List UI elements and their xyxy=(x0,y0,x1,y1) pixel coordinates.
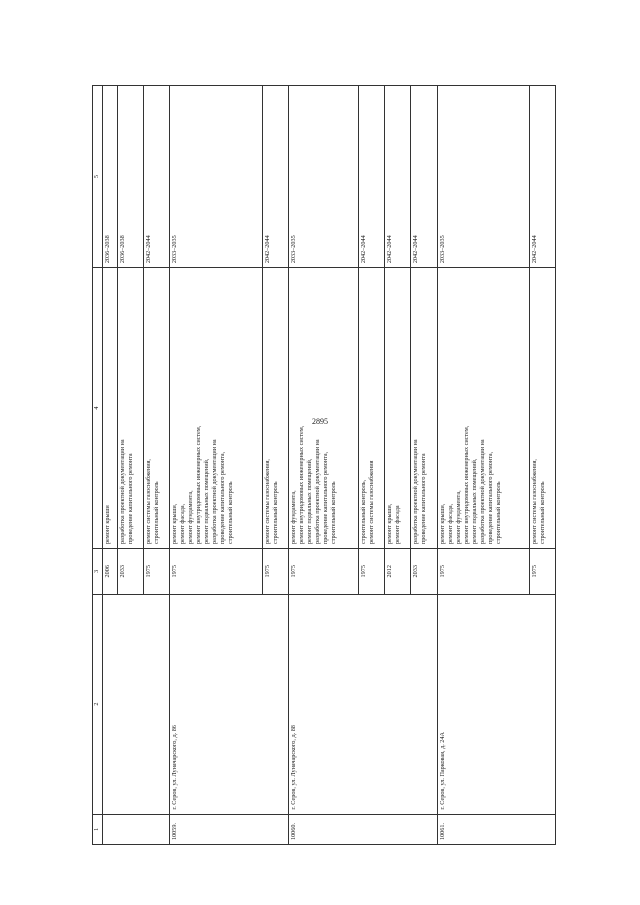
work-item: ремонт системы газоснабжения, xyxy=(145,459,153,544)
work-item: ремонт фасада, xyxy=(179,503,187,544)
works-cell xyxy=(170,268,262,549)
address-cell: г. Серов, ул. Парковая, д. 24А xyxy=(437,594,555,814)
period-cell: 2042–2044 xyxy=(262,86,288,268)
year-cell: 1975 xyxy=(359,549,385,595)
work-item: ремонт системы газоснабжения, xyxy=(263,459,271,544)
works-cell xyxy=(262,268,288,549)
header-cell: 1 xyxy=(93,814,103,844)
work-item: ремонт подвальных помещений, xyxy=(203,458,211,544)
year-cell: 2006 xyxy=(103,549,118,595)
row-number: 10061. xyxy=(437,814,555,844)
work-item: ремонт фасада, xyxy=(446,503,454,544)
work-item: разработка проектной документации на xyxy=(211,439,219,544)
work-item: ремонт подвальных помещений, xyxy=(470,458,478,544)
table-row xyxy=(170,86,262,845)
period-cell: 2042–2044 xyxy=(529,86,555,268)
year-cell: 1975 xyxy=(144,549,170,595)
period-cell: 2042–2044 xyxy=(359,86,385,268)
works-cell xyxy=(288,268,358,549)
period-cell: 2033–2035 xyxy=(170,86,262,268)
table-row xyxy=(437,86,529,845)
work-item: строительный контроль, xyxy=(360,479,368,544)
work-item: ремонт внутридомовых инженерных систем, xyxy=(195,425,203,544)
address-cell: г. Серов, ул. Луначарского, д. 86 xyxy=(170,594,288,814)
address-cell: г. Серов, ул. Луначарского, д. 88 xyxy=(288,594,437,814)
work-item: разработка проектной документации на xyxy=(119,439,127,544)
work-item: ремонт подвальных помещений, xyxy=(305,458,313,544)
work-item: проведение капитального ремонта xyxy=(127,453,135,544)
work-item: проведение капитального ремонта xyxy=(420,453,428,544)
work-item: ремонт внутридомовых инженерных систем, xyxy=(462,425,470,544)
work-item: строительный контроль xyxy=(329,481,337,544)
period-cell: 2042–2044 xyxy=(144,86,170,268)
period-cell: 2036–2038 xyxy=(118,86,144,268)
address-cell xyxy=(103,594,170,814)
work-item: строительный контроль xyxy=(538,481,546,544)
repair-schedule-table xyxy=(92,85,556,845)
work-item: строительный контроль xyxy=(494,481,502,544)
table-row xyxy=(103,86,118,845)
works-cell xyxy=(103,268,118,549)
period-cell: 2042–2044 xyxy=(385,86,411,268)
works-cell xyxy=(529,268,555,549)
year-cell: 1975 xyxy=(437,549,529,595)
works-cell xyxy=(385,268,411,549)
year-cell: 1975 xyxy=(288,549,358,595)
work-item: строительный контроль xyxy=(227,481,235,544)
work-item: ремонт фасада xyxy=(394,505,402,544)
row-number: 10060. xyxy=(288,814,437,844)
works-cell xyxy=(411,268,437,549)
work-item: проведение капитального ремонта, xyxy=(219,451,227,544)
year-cell: 2012 xyxy=(385,549,411,595)
work-item: ремонт внутридомовых инженерных систем, xyxy=(297,425,305,544)
row-number xyxy=(103,814,170,844)
work-item: ремонт крыши, xyxy=(438,503,446,544)
works-cell xyxy=(144,268,170,549)
year-cell: 2033 xyxy=(118,549,144,595)
year-cell: 1975 xyxy=(529,549,555,595)
work-item: ремонт фундамента, xyxy=(187,490,195,544)
works-cell xyxy=(437,268,529,549)
works-cell xyxy=(118,268,144,549)
work-item: ремонт крыши, xyxy=(171,503,179,544)
work-item: ремонт фундамента, xyxy=(289,490,297,544)
header-cell: 4 xyxy=(93,268,103,549)
period-cell: 2033–2035 xyxy=(288,86,358,268)
header-cell: 2 xyxy=(93,594,103,814)
page-number: 2895 xyxy=(312,417,328,426)
work-item: ремонт крыши xyxy=(104,505,111,544)
year-cell: 1975 xyxy=(170,549,262,595)
year-cell: 1975 xyxy=(262,549,288,595)
table-row xyxy=(288,86,358,845)
work-item: строительный контроль xyxy=(271,481,279,544)
year-cell: 2033 xyxy=(411,549,437,595)
header-cell: 3 xyxy=(93,549,103,595)
work-item: ремонт системы газоснабжения, xyxy=(530,459,538,544)
period-cell: 2033–2035 xyxy=(437,86,529,268)
work-item: разработка проектной документации на xyxy=(412,439,420,544)
rotated-table-container xyxy=(92,85,556,845)
period-cell: 2042–2044 xyxy=(411,86,437,268)
work-item: строительный контроль xyxy=(153,481,161,544)
work-item: разработка проектной документации на xyxy=(478,439,486,544)
period-cell: 2036–2038 xyxy=(103,86,118,268)
header-cell: 5 xyxy=(93,86,103,268)
work-item: ремонт крыши, xyxy=(386,503,394,544)
work-item: ремонт системы газоснабжения xyxy=(368,460,376,544)
row-number: 10059. xyxy=(170,814,288,844)
work-item: ремонт фундамента, xyxy=(454,490,462,544)
header-row xyxy=(93,86,103,845)
work-item: разработка проектной документации на xyxy=(313,439,321,544)
works-cell xyxy=(359,268,385,549)
work-item: проведение капитального ремонта, xyxy=(321,451,329,544)
work-item: проведение капитального ремонта, xyxy=(486,451,494,544)
